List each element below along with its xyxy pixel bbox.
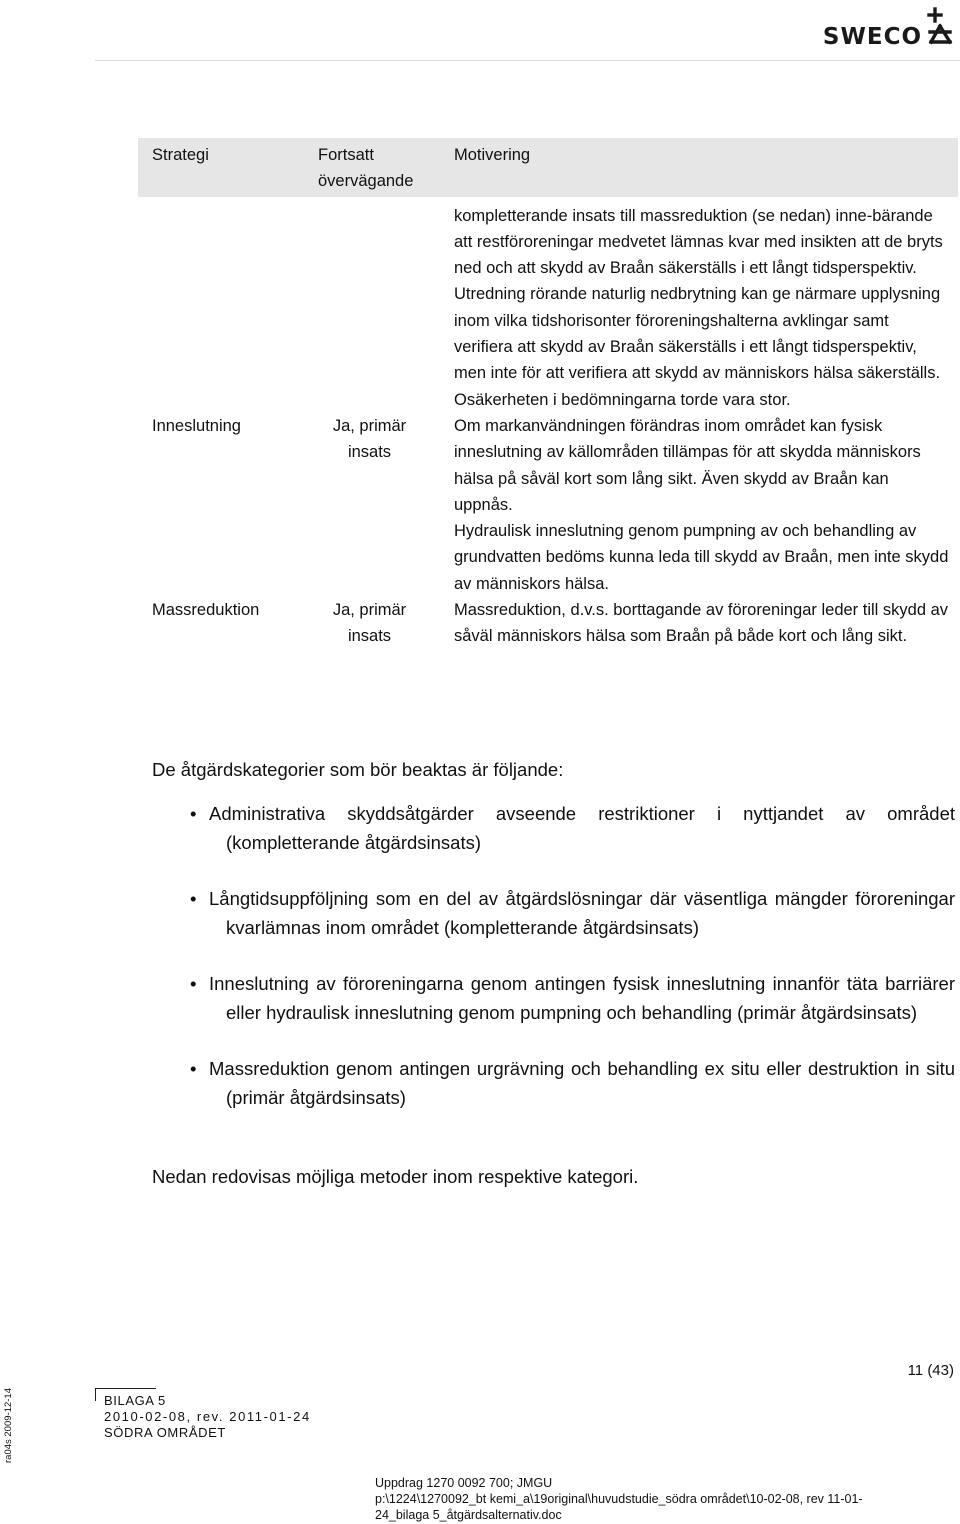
continued-cell: Ja, primär insats (332, 416, 407, 462)
sweco-logo (823, 6, 954, 50)
strategy-cell: Inneslutning (152, 416, 241, 435)
footer-document-info (104, 1393, 311, 1441)
template-code: ra04s 2009-12-14 (3, 1388, 14, 1463)
table-row (138, 597, 958, 650)
bullet-icon: • (190, 973, 197, 994)
bullet-icon: • (190, 888, 197, 909)
header-motivation: Motivering (427, 138, 958, 197)
strategy-cell: Massreduktion (152, 601, 260, 620)
file-path-line: p:\1224\1270092_bt kemi_a\19original\huvudstudie_södra området\10-02-08, rev 11-01- (375, 1492, 863, 1506)
closing-paragraph: Nedan redovisas möjliga metoder inom respektive kategori. (152, 1166, 639, 1187)
header-strategy: Strategi (138, 138, 304, 197)
list-item (152, 970, 955, 1027)
list-item (152, 885, 955, 942)
footer-file-info (375, 1475, 863, 1523)
motivation-text: Hydraulisk inneslutning genom pumpning av och behandling av grundvatten bedöms kunna leda till skydd av Braån, men inte skydd av människors hälsa. (454, 522, 949, 593)
table-row (138, 197, 958, 413)
bullet-icon: • (190, 803, 197, 824)
list-item-text: Massreduktion genom antingen urgrävning och behandling ex situ eller destruktion in situ (primär åtgärdsinsats) (209, 1058, 955, 1108)
category-list (152, 800, 955, 1140)
motivation-text: Utredning rörande naturlig nedbrytning kan ge närmare upplysning inom vilka tidshorisonter föroreningshalterna avklingar samt verifiera att skydd av Braån säkerställs i ett långt tidsperspektiv, men inte för att verifiera att skydd av människors hälsa säkerställs. Osäkerheten i bedömningarna torde vara stor. (454, 285, 941, 409)
doc-date: 2010-02-08, rev. 2011-01-24 (104, 1409, 311, 1424)
page-number: 11 (43) (907, 1362, 954, 1379)
doc-area: SÖDRA OMRÅDET (104, 1425, 226, 1440)
list-item-text: Inneslutning av föroreningarna genom antingen fysisk inneslutning innanför täta barriärer eller hydraulisk inneslutning genom pumpning och behandling (primär åtgärdsinsats) (209, 973, 955, 1023)
sweco-star-icon (926, 6, 954, 46)
motivation-text: Massreduktion, d.v.s. borttagande av föroreningar leder till skydd av såväl människors hälsa som Braån på både kort och lång sikt. (454, 601, 949, 646)
strategy-table (138, 138, 958, 650)
doc-title: BILAGA 5 (104, 1393, 166, 1408)
list-item (152, 800, 955, 857)
logo-wordmark: SWECO (822, 24, 922, 50)
table-header-row (138, 138, 958, 197)
table-row (138, 413, 958, 597)
intro-paragraph: De åtgärdskategorier som bör beaktas är följande: (152, 759, 564, 780)
motivation-text: kompletterande insats till massreduktion (se nedan) inne-bärande att restföroreningar medvetet lämnas kvar med insikten att de bryts ned och att skydd av Braån säkerställs i ett långt tidsperspektiv. (454, 206, 943, 278)
file-path-line: 24_bilaga 5_åtgärdsalternativ.doc (375, 1508, 562, 1522)
continued-cell: Ja, primär insats (332, 601, 407, 646)
assignment-line: Uppdrag 1270 0092 700; JMGU (375, 1476, 553, 1490)
list-item-text: Administrativa skyddsåtgärder avseende restriktioner i nyttjandet av området (kompletterande åtgärdsinsats) (209, 803, 955, 853)
list-item (152, 1055, 955, 1112)
header-continued: Fortsatt övervägande (304, 138, 427, 197)
header-divider (95, 60, 960, 61)
motivation-text: Om markanvändningen förändras inom området kan fysisk inneslutning av källområden tillämpas för att skydda människors hälsa på såväl kort som lång sikt. Även skydd av Braån kan uppnås. (454, 416, 921, 514)
list-item-text: Långtidsuppföljning som en del av åtgärdslösningar där väsentliga mängder föroreningar kvarlämnas inom området (kompletterande åtgärdsinsats) (209, 888, 955, 938)
bullet-icon: • (190, 1058, 197, 1079)
